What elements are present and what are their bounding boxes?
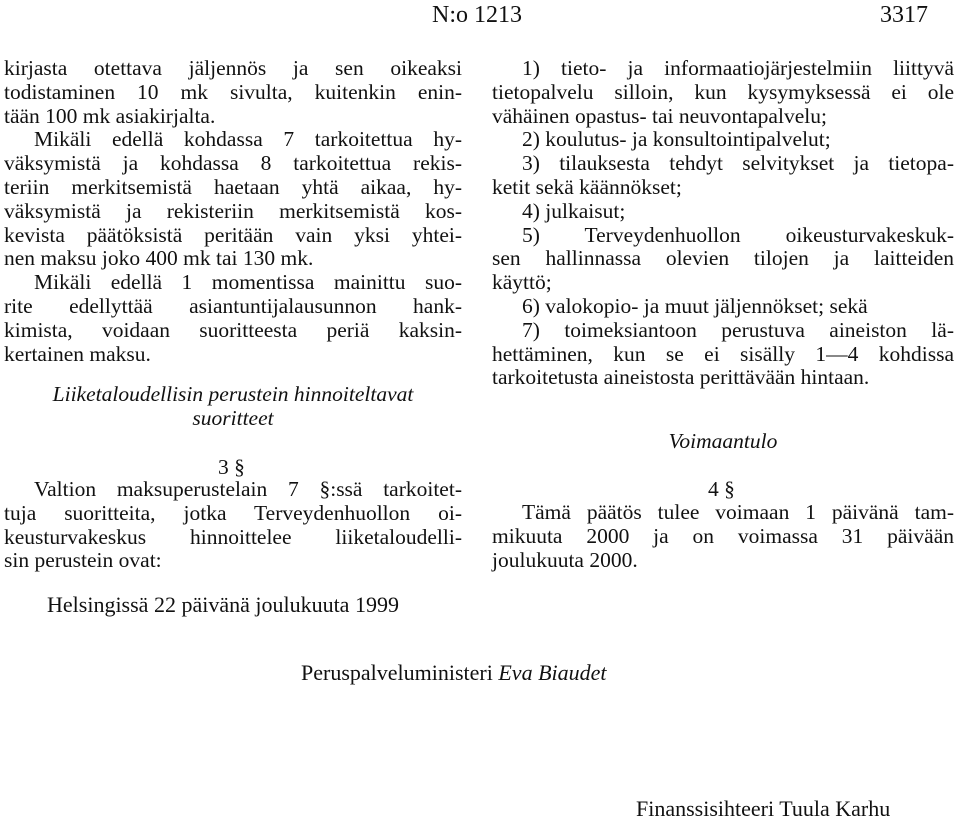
voimaantulo-heading: Voimaantulo	[668, 429, 778, 453]
text-line: sen hallinnassa olevien tilojen ja laitteiden	[492, 246, 954, 271]
section-number: 4 §	[708, 477, 735, 501]
text-line: teriin merkitsemistä haetaan yhtä aikaa, hy-	[4, 174, 462, 199]
text-line: Mikäli edellä kohdassa 7 tarkoitettua hy-	[34, 127, 462, 152]
text-line: kertainen maksu.	[4, 341, 151, 366]
text-line: mikuuta 2000 ja on voimassa 31 päivään	[492, 523, 954, 548]
text-line: käyttö;	[492, 270, 552, 295]
text-line: tään 100 mk asiakirjalta.	[4, 103, 216, 128]
heading-line: Liiketaloudellisin perustein hinnoiteltavat	[52, 382, 414, 406]
list-item: 6) valokopio- ja muut jäljennökset; sekä	[522, 293, 868, 318]
text-line: keusturvakeskus hinnoittelee liiketaloudelli-	[4, 524, 462, 549]
left-column-list-intro	[4, 478, 462, 573]
list-item: 1) tieto- ja informaatiojärjestelmiin liittyvä	[522, 56, 954, 80]
place-date: Helsingissä 22 päivänä joulukuuta 1999	[47, 592, 399, 617]
minister-signature	[301, 660, 607, 686]
statute-number: N:o 1213	[432, 2, 522, 28]
text-line: tarkoitetusta aineistosta perittävään hintaan.	[492, 365, 870, 390]
section-number: 3 §	[218, 455, 245, 479]
right-column-final	[492, 501, 954, 572]
list-item: 3) tilauksesta tehdyt selvitykset ja tietopa-	[522, 151, 954, 176]
text-line: Mikäli edellä 1 momentissa mainittu suo-	[34, 270, 462, 295]
text-line: hettäminen, kun se ei sisälly 1—4 kohdissa	[492, 341, 954, 366]
text-line: todistaminen 10 mk sivulta, kuitenkin enin-	[4, 79, 462, 104]
list-item: 4) julkaisut;	[522, 198, 626, 223]
right-column	[492, 57, 954, 390]
text-line: sin perustein ovat:	[4, 548, 162, 573]
heading-line: suoritteet	[192, 405, 274, 430]
text-line: rite edellyttää asiantuntijalausunnon hank-	[4, 293, 462, 318]
text-line: Valtion maksuperustelain 7 §:ssä tarkoitet-	[34, 477, 462, 501]
text-line: tietopalvelu silloin, kun kysymyksessä ei ole	[492, 79, 954, 104]
text-line: kevista päätöksistä peritään vain yksi yhtei-	[4, 222, 462, 247]
text-line: väksymistä ja kohdassa 8 tarkoitettua rekis-	[4, 151, 462, 176]
section-heading	[4, 383, 462, 431]
minister-name: Eva Biaudet	[498, 660, 607, 685]
text-line: vähäinen opastus- tai neuvontapalvelu;	[492, 103, 827, 128]
left-column	[4, 57, 462, 366]
page-number: 3317	[880, 2, 928, 28]
text-line: tuja suoritteita, jotka Terveydenhuollon oi-	[4, 500, 462, 525]
minister-title: Peruspalveluministeri	[301, 660, 493, 685]
secretary-signature: Finanssisihteeri Tuula Karhu	[636, 796, 891, 821]
text-line: ketit sekä käännökset;	[492, 174, 682, 199]
text-line: Tämä päätös tulee voimaan 1 päivänä tam-	[522, 500, 954, 524]
text-line: väksymistä ja rekisteriin merkitsemistä kos-	[4, 198, 462, 223]
text-line: nen maksu joko 400 mk tai 130 mk.	[4, 246, 314, 271]
text-line: joulukuuta 2000.	[492, 547, 638, 572]
list-item: 7) toimeksiantoon perustuva aineiston lä-	[522, 317, 954, 342]
text-line: kimista, voidaan suoritteesta periä kaksin-	[4, 317, 462, 342]
text-line: kirjasta otettava jäljennös ja sen oikeaksi	[4, 56, 462, 80]
list-item: 2) koulutus- ja konsultointipalvelut;	[522, 127, 831, 152]
list-item: 5) Terveydenhuollon oikeusturvakeskuk-	[522, 222, 954, 247]
